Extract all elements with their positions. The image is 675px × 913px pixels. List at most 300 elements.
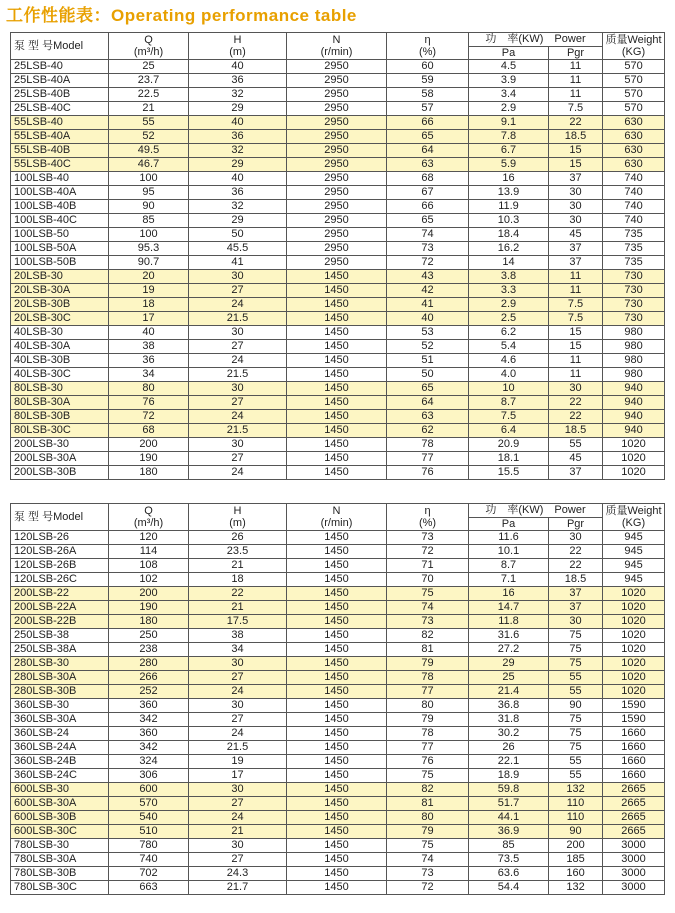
cell-efficiency: 67 — [387, 186, 469, 200]
cell-head: 18 — [189, 573, 287, 587]
cell-head: 24 — [189, 298, 287, 312]
cell-model: 200LSB-30A — [11, 452, 109, 466]
cell-head: 27 — [189, 797, 287, 811]
cell-weight: 3000 — [603, 839, 665, 853]
cell-head: 27 — [189, 713, 287, 727]
cell-head: 23.5 — [189, 545, 287, 559]
cell-weight: 730 — [603, 312, 665, 326]
table-row — [11, 270, 665, 284]
cell-efficiency: 72 — [387, 256, 469, 270]
cell-speed: 1450 — [287, 284, 387, 298]
cell-pgr: 37 — [549, 587, 603, 601]
cell-head: 32 — [189, 144, 287, 158]
cell-pgr: 11 — [549, 270, 603, 284]
cell-weight: 740 — [603, 172, 665, 186]
cell-efficiency: 73 — [387, 867, 469, 881]
cell-model: 200LSB-22A — [11, 601, 109, 615]
cell-weight: 740 — [603, 186, 665, 200]
cell-head: 40 — [189, 116, 287, 130]
cell-head: 26 — [189, 531, 287, 545]
cell-efficiency: 79 — [387, 713, 469, 727]
cell-pa: 10.3 — [469, 214, 549, 228]
cell-efficiency: 64 — [387, 144, 469, 158]
cell-flow: 570 — [109, 797, 189, 811]
cell-model: 25LSB-40 — [11, 60, 109, 74]
cell-model: 20LSB-30 — [11, 270, 109, 284]
cell-pa: 10 — [469, 382, 549, 396]
cell-weight: 945 — [603, 545, 665, 559]
cell-weight: 570 — [603, 74, 665, 88]
cell-efficiency: 50 — [387, 368, 469, 382]
header-speed: N (r/min) — [287, 504, 387, 531]
cell-model: 780LSB-30 — [11, 839, 109, 853]
cell-model: 780LSB-30C — [11, 881, 109, 895]
cell-pa: 8.7 — [469, 559, 549, 573]
cell-efficiency: 51 — [387, 354, 469, 368]
cell-flow: 360 — [109, 727, 189, 741]
cell-pa: 15.5 — [469, 466, 549, 480]
table-row — [11, 200, 665, 214]
cell-weight: 980 — [603, 340, 665, 354]
cell-speed: 1450 — [287, 601, 387, 615]
cell-efficiency: 42 — [387, 284, 469, 298]
cell-efficiency: 73 — [387, 242, 469, 256]
table-row — [11, 727, 665, 741]
cell-weight: 945 — [603, 531, 665, 545]
cell-weight: 740 — [603, 214, 665, 228]
cell-pa: 31.6 — [469, 629, 549, 643]
cell-pgr: 75 — [549, 713, 603, 727]
table-row — [11, 699, 665, 713]
cell-model: 100LSB-40B — [11, 200, 109, 214]
cell-pgr: 45 — [549, 452, 603, 466]
cell-speed: 2950 — [287, 172, 387, 186]
cell-flow: 180 — [109, 466, 189, 480]
cell-head: 29 — [189, 214, 287, 228]
cell-pgr: 75 — [549, 629, 603, 643]
cell-speed: 1450 — [287, 811, 387, 825]
cell-weight: 630 — [603, 144, 665, 158]
cell-pgr: 11 — [549, 354, 603, 368]
cell-speed: 1450 — [287, 326, 387, 340]
cell-weight: 630 — [603, 116, 665, 130]
cell-speed: 1450 — [287, 643, 387, 657]
cell-pa: 7.5 — [469, 410, 549, 424]
cell-model: 100LSB-40C — [11, 214, 109, 228]
cell-efficiency: 59 — [387, 74, 469, 88]
cell-efficiency: 58 — [387, 88, 469, 102]
cell-head: 21.5 — [189, 312, 287, 326]
cell-pgr: 22 — [549, 116, 603, 130]
header-pa: Pa — [469, 517, 549, 531]
cell-speed: 2950 — [287, 214, 387, 228]
table-row — [11, 713, 665, 727]
cell-pgr: 18.5 — [549, 573, 603, 587]
cell-speed: 2950 — [287, 158, 387, 172]
table-row — [11, 214, 665, 228]
cell-head: 19 — [189, 755, 287, 769]
cell-efficiency: 82 — [387, 783, 469, 797]
cell-flow: 95.3 — [109, 242, 189, 256]
cell-flow: 114 — [109, 545, 189, 559]
cell-pgr: 37 — [549, 242, 603, 256]
table-row — [11, 88, 665, 102]
cell-weight: 730 — [603, 270, 665, 284]
cell-flow: 342 — [109, 741, 189, 755]
cell-pa: 27.2 — [469, 643, 549, 657]
cell-pa: 16 — [469, 172, 549, 186]
cell-head: 29 — [189, 102, 287, 116]
cell-flow: 740 — [109, 853, 189, 867]
performance-table-2 — [10, 503, 665, 895]
cell-head: 24 — [189, 354, 287, 368]
cell-speed: 1450 — [287, 783, 387, 797]
cell-pa: 29 — [469, 657, 549, 671]
cell-head: 32 — [189, 88, 287, 102]
cell-speed: 1450 — [287, 881, 387, 895]
cell-head: 30 — [189, 270, 287, 284]
cell-speed: 1450 — [287, 713, 387, 727]
table-row — [11, 573, 665, 587]
table-row — [11, 186, 665, 200]
cell-model: 100LSB-50B — [11, 256, 109, 270]
cell-efficiency: 78 — [387, 671, 469, 685]
cell-head: 24 — [189, 410, 287, 424]
cell-pa: 18.1 — [469, 452, 549, 466]
cell-head: 21 — [189, 559, 287, 573]
cell-model: 200LSB-30 — [11, 438, 109, 452]
cell-pa: 11.6 — [469, 531, 549, 545]
cell-weight: 2665 — [603, 783, 665, 797]
cell-weight: 1020 — [603, 601, 665, 615]
cell-weight: 2665 — [603, 797, 665, 811]
cell-speed: 1450 — [287, 410, 387, 424]
cell-flow: 55 — [109, 116, 189, 130]
cell-speed: 1450 — [287, 573, 387, 587]
page-title: 工作性能表：Operating performance table — [6, 6, 357, 25]
cell-head: 27 — [189, 853, 287, 867]
cell-efficiency: 77 — [387, 452, 469, 466]
cell-speed: 2950 — [287, 88, 387, 102]
cell-weight: 1020 — [603, 643, 665, 657]
cell-efficiency: 63 — [387, 410, 469, 424]
cell-efficiency: 41 — [387, 298, 469, 312]
cell-pgr: 11 — [549, 368, 603, 382]
table-row — [11, 410, 665, 424]
cell-weight: 735 — [603, 228, 665, 242]
cell-pgr: 22 — [549, 396, 603, 410]
cell-speed: 2950 — [287, 144, 387, 158]
header-pgr: Pgr — [549, 517, 603, 531]
cell-pa: 85 — [469, 839, 549, 853]
cell-flow: 360 — [109, 699, 189, 713]
cell-speed: 1450 — [287, 298, 387, 312]
cell-pgr: 160 — [549, 867, 603, 881]
cell-model: 280LSB-30B — [11, 685, 109, 699]
cell-weight: 730 — [603, 298, 665, 312]
cell-flow: 108 — [109, 559, 189, 573]
cell-flow: 780 — [109, 839, 189, 853]
cell-pgr: 55 — [549, 671, 603, 685]
cell-pgr: 37 — [549, 466, 603, 480]
cell-efficiency: 80 — [387, 699, 469, 713]
cell-speed: 1450 — [287, 340, 387, 354]
table-row — [11, 629, 665, 643]
cell-flow: 200 — [109, 587, 189, 601]
cell-weight: 1020 — [603, 466, 665, 480]
cell-head: 40 — [189, 60, 287, 74]
cell-weight: 740 — [603, 200, 665, 214]
cell-efficiency: 76 — [387, 755, 469, 769]
cell-pgr: 75 — [549, 657, 603, 671]
cell-pgr: 11 — [549, 284, 603, 298]
cell-speed: 1450 — [287, 545, 387, 559]
cell-speed: 2950 — [287, 228, 387, 242]
cell-pgr: 110 — [549, 811, 603, 825]
cell-speed: 1450 — [287, 727, 387, 741]
table-row — [11, 545, 665, 559]
cell-pa: 5.4 — [469, 340, 549, 354]
cell-model: 360LSB-24 — [11, 727, 109, 741]
cell-model: 55LSB-40B — [11, 144, 109, 158]
cell-pgr: 75 — [549, 727, 603, 741]
cell-flow: 76 — [109, 396, 189, 410]
cell-pa: 3.4 — [469, 88, 549, 102]
cell-pgr: 11 — [549, 74, 603, 88]
table-row — [11, 466, 665, 480]
cell-weight: 1020 — [603, 615, 665, 629]
cell-pa: 3.3 — [469, 284, 549, 298]
cell-efficiency: 79 — [387, 825, 469, 839]
cell-head: 30 — [189, 326, 287, 340]
cell-efficiency: 73 — [387, 531, 469, 545]
cell-efficiency: 79 — [387, 657, 469, 671]
cell-flow: 600 — [109, 783, 189, 797]
cell-model: 25LSB-40C — [11, 102, 109, 116]
cell-model: 360LSB-24A — [11, 741, 109, 755]
cell-speed: 1450 — [287, 452, 387, 466]
table-row — [11, 839, 665, 853]
cell-flow: 40 — [109, 326, 189, 340]
table-row — [11, 158, 665, 172]
cell-speed: 1450 — [287, 797, 387, 811]
header-weight: 质量Weight (KG) — [603, 33, 665, 60]
cell-head: 50 — [189, 228, 287, 242]
cell-weight: 1590 — [603, 699, 665, 713]
cell-model: 100LSB-40A — [11, 186, 109, 200]
cell-head: 30 — [189, 839, 287, 853]
cell-efficiency: 72 — [387, 881, 469, 895]
cell-head: 21.5 — [189, 741, 287, 755]
cell-efficiency: 74 — [387, 228, 469, 242]
cell-weight: 1020 — [603, 671, 665, 685]
cell-speed: 2950 — [287, 102, 387, 116]
cell-flow: 100 — [109, 228, 189, 242]
cell-speed: 1450 — [287, 769, 387, 783]
cell-pa: 30.2 — [469, 727, 549, 741]
cell-speed: 2950 — [287, 200, 387, 214]
cell-pgr: 55 — [549, 755, 603, 769]
cell-flow: 238 — [109, 643, 189, 657]
cell-pa: 2.9 — [469, 102, 549, 116]
header-flow: Q (m³/h) — [109, 33, 189, 60]
cell-model: 40LSB-30 — [11, 326, 109, 340]
cell-speed: 1450 — [287, 839, 387, 853]
table-row — [11, 452, 665, 466]
cell-pa: 54.4 — [469, 881, 549, 895]
cell-flow: 324 — [109, 755, 189, 769]
cell-model: 100LSB-50A — [11, 242, 109, 256]
cell-pa: 6.2 — [469, 326, 549, 340]
table-row — [11, 797, 665, 811]
cell-flow: 95 — [109, 186, 189, 200]
cell-pgr: 22 — [549, 559, 603, 573]
cell-head: 34 — [189, 643, 287, 657]
table-row — [11, 102, 665, 116]
cell-flow: 36 — [109, 354, 189, 368]
cell-head: 21.5 — [189, 424, 287, 438]
cell-head: 17 — [189, 769, 287, 783]
cell-efficiency: 74 — [387, 853, 469, 867]
cell-weight: 1020 — [603, 629, 665, 643]
table-row — [11, 116, 665, 130]
cell-pgr: 22 — [549, 545, 603, 559]
cell-speed: 1450 — [287, 657, 387, 671]
table-row — [11, 671, 665, 685]
cell-speed: 1450 — [287, 354, 387, 368]
cell-model: 360LSB-24B — [11, 755, 109, 769]
cell-pa: 26 — [469, 741, 549, 755]
cell-efficiency: 60 — [387, 60, 469, 74]
cell-model: 200LSB-30B — [11, 466, 109, 480]
cell-efficiency: 40 — [387, 312, 469, 326]
cell-model: 120LSB-26A — [11, 545, 109, 559]
cell-flow: 90 — [109, 200, 189, 214]
header-speed: N (r/min) — [287, 33, 387, 60]
cell-efficiency: 73 — [387, 615, 469, 629]
cell-head: 30 — [189, 438, 287, 452]
table-row — [11, 853, 665, 867]
cell-pa: 59.8 — [469, 783, 549, 797]
cell-model: 55LSB-40A — [11, 130, 109, 144]
cell-head: 24 — [189, 811, 287, 825]
cell-speed: 2950 — [287, 242, 387, 256]
cell-flow: 52 — [109, 130, 189, 144]
cell-efficiency: 75 — [387, 769, 469, 783]
cell-efficiency: 74 — [387, 601, 469, 615]
table-row — [11, 228, 665, 242]
cell-efficiency: 77 — [387, 685, 469, 699]
cell-efficiency: 65 — [387, 382, 469, 396]
table-row — [11, 242, 665, 256]
cell-pa: 6.7 — [469, 144, 549, 158]
cell-model: 40LSB-30A — [11, 340, 109, 354]
cell-weight: 3000 — [603, 867, 665, 881]
cell-model: 280LSB-30 — [11, 657, 109, 671]
cell-speed: 1450 — [287, 424, 387, 438]
cell-head: 21.5 — [189, 368, 287, 382]
cell-pa: 6.4 — [469, 424, 549, 438]
cell-speed: 2950 — [287, 116, 387, 130]
cell-efficiency: 72 — [387, 545, 469, 559]
header-efficiency: η (%) — [387, 33, 469, 60]
cell-flow: 18 — [109, 298, 189, 312]
table-row — [11, 130, 665, 144]
cell-flow: 510 — [109, 825, 189, 839]
cell-pa: 63.6 — [469, 867, 549, 881]
table-row — [11, 298, 665, 312]
cell-flow: 72 — [109, 410, 189, 424]
table-row — [11, 312, 665, 326]
cell-flow: 25 — [109, 60, 189, 74]
cell-pa: 8.7 — [469, 396, 549, 410]
cell-model: 120LSB-26C — [11, 573, 109, 587]
cell-pa: 4.6 — [469, 354, 549, 368]
cell-pgr: 75 — [549, 741, 603, 755]
cell-pa: 73.5 — [469, 853, 549, 867]
cell-head: 30 — [189, 699, 287, 713]
cell-weight: 945 — [603, 573, 665, 587]
cell-weight: 570 — [603, 60, 665, 74]
table-row — [11, 601, 665, 615]
cell-pgr: 11 — [549, 60, 603, 74]
cell-efficiency: 82 — [387, 629, 469, 643]
cell-head: 30 — [189, 783, 287, 797]
cell-model: 120LSB-26B — [11, 559, 109, 573]
cell-pa: 51.7 — [469, 797, 549, 811]
cell-head: 30 — [189, 382, 287, 396]
cell-weight: 3000 — [603, 853, 665, 867]
header-head: H (m) — [189, 33, 287, 60]
cell-flow: 266 — [109, 671, 189, 685]
cell-weight: 1020 — [603, 438, 665, 452]
table-row — [11, 741, 665, 755]
cell-flow: 23.7 — [109, 74, 189, 88]
cell-model: 80LSB-30A — [11, 396, 109, 410]
cell-flow: 200 — [109, 438, 189, 452]
cell-pa: 7.8 — [469, 130, 549, 144]
cell-pgr: 185 — [549, 853, 603, 867]
cell-efficiency: 75 — [387, 587, 469, 601]
cell-efficiency: 70 — [387, 573, 469, 587]
cell-speed: 1450 — [287, 825, 387, 839]
cell-head: 22 — [189, 587, 287, 601]
cell-weight: 940 — [603, 410, 665, 424]
cell-pgr: 7.5 — [549, 298, 603, 312]
cell-efficiency: 66 — [387, 116, 469, 130]
cell-pa: 4.5 — [469, 60, 549, 74]
cell-speed: 1450 — [287, 312, 387, 326]
cell-pa: 14.7 — [469, 601, 549, 615]
table-row — [11, 144, 665, 158]
cell-flow: 20 — [109, 270, 189, 284]
cell-pa: 3.8 — [469, 270, 549, 284]
table-row — [11, 685, 665, 699]
table-row — [11, 531, 665, 545]
cell-flow: 663 — [109, 881, 189, 895]
cell-pa: 4.0 — [469, 368, 549, 382]
cell-speed: 1450 — [287, 559, 387, 573]
cell-efficiency: 80 — [387, 811, 469, 825]
header-pa: Pa — [469, 46, 549, 60]
cell-head: 27 — [189, 452, 287, 466]
cell-speed: 1450 — [287, 629, 387, 643]
cell-pa: 44.1 — [469, 811, 549, 825]
cell-model: 600LSB-30A — [11, 797, 109, 811]
cell-weight: 730 — [603, 284, 665, 298]
cell-head: 36 — [189, 186, 287, 200]
cell-flow: 38 — [109, 340, 189, 354]
